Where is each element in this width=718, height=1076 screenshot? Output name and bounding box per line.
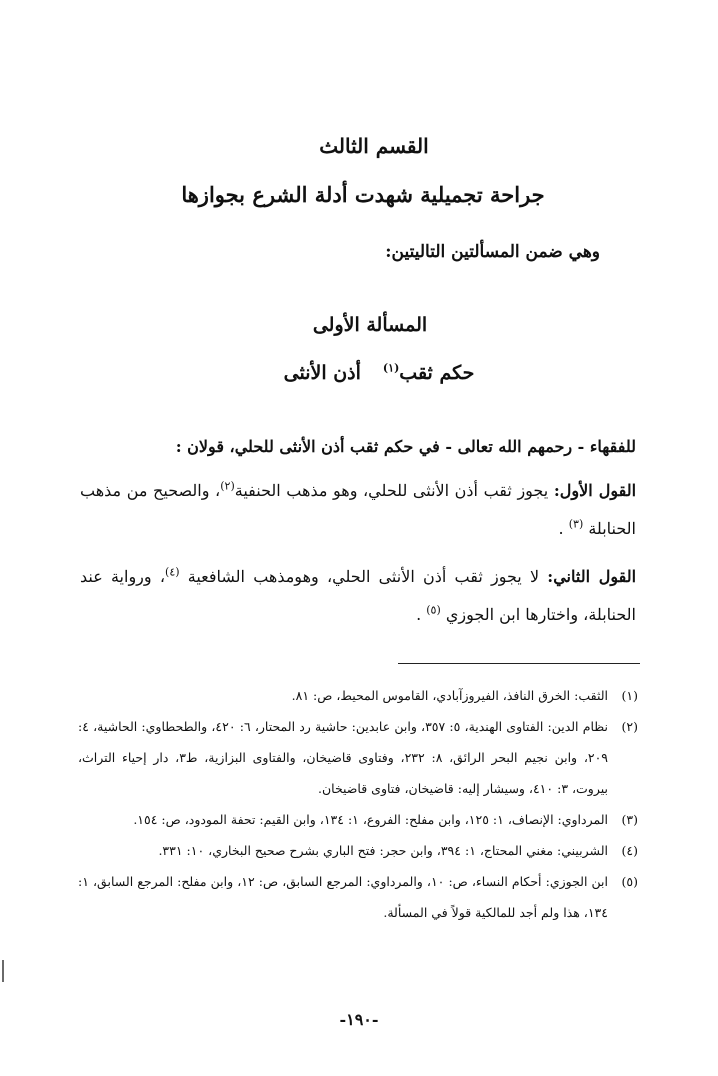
second-opinion-text-a: لا يجوز ثقب أذن الأنثى الحلي، وهومذهب الشافعية	[179, 567, 548, 586]
footnote-text: الشربيني: مغني المحتاج، ١: ٣٩٤، وابن حجر: فتح الباري بشرح صحيح البخاري، ١٠: ٣٣١.	[158, 843, 608, 858]
footnotes	[78, 680, 638, 928]
footnote-number: (٥)	[621, 874, 638, 889]
footnote-text: الثقب: الخرق النافذ، الفيروزآبادي، القاموس المحيط، ص: ٨١.	[291, 688, 608, 703]
intro-line: وهي ضمن المسألتين التاليتين:	[385, 242, 600, 262]
footnote-text: نظام الدين: الفتاوى الهندية، ٥: ٣٥٧، وابن عابدين: حاشية رد المحتار، ٦: ٤٢٠، والطحطاوي: الحاشية، ٤: ٢٠٩، وابن نجيم البحر الرائق، ٨: ٢٣٢، وفتاوى قاضيخان، والفتاوى البزازية، ط٣، دار إحياء التراث، بيروت، ٣: ٤١٠، وسيشار إليه: قاضيخان، فتاوى قاضيخان.	[78, 719, 609, 796]
footnote-number: (٤)	[621, 843, 638, 858]
footnote-ref-5[interactable]: (٥)	[426, 603, 441, 617]
first-opinion-text-b: ، والصحيح من مذهب الحنابلة	[80, 481, 636, 538]
ruling-title	[40, 362, 718, 384]
footnote-ref-1[interactable]: (١)	[382, 361, 400, 375]
part-heading: القسم الثالث	[319, 134, 429, 158]
footnote-number: (١)	[621, 688, 638, 703]
first-opinion-text-a: يجوز ثقب أذن الأنثى للحلي، وهو مذهب الحنفية	[234, 481, 554, 500]
footnote-text: المرداوي: الإنصاف، ١: ١٢٥، وابن مفلح: الفروع، ١: ١٣٤، وابن القيم: تحفة المودود، ص: ١٥٤.	[133, 812, 608, 827]
first-opinion-paragraph	[80, 472, 636, 548]
second-opinion-text-b: ، ورواية عند الحنابلة، واختارها ابن الجوزي	[80, 567, 636, 624]
footnote-item	[78, 680, 638, 711]
second-opinion-label: القول الثاني:	[547, 567, 637, 586]
footnote-item	[78, 866, 638, 928]
footnote-ref-2[interactable]: (٢)	[220, 479, 235, 493]
issue-title: المسألة الأولى	[312, 314, 428, 336]
footnote-ref-4[interactable]: (٤)	[165, 565, 180, 579]
first-opinion-text-c: .	[558, 519, 569, 538]
topic-heading: جراحة تجميلية شهدت أدلة الشرع بجوازها	[181, 182, 545, 207]
ruling-title-start: حكم ثقب	[399, 362, 475, 384]
footnote-item	[78, 804, 638, 835]
footnote-item	[78, 711, 638, 804]
first-opinion-label: القول الأول:	[553, 481, 637, 500]
footnote-ref-3[interactable]: (٣)	[568, 517, 584, 531]
footnote-item	[78, 835, 638, 866]
footnote-number: (٣)	[621, 812, 638, 827]
footnote-number: (٢)	[621, 719, 638, 734]
second-opinion-text-c: .	[416, 605, 427, 624]
footnote-text: ابن الجوزي: أحكام النساء، ص: ١٠، والمرداوي: المرجع السابق، ص: ١٢، وابن مفلح: المرجع السابق، ١: ١٣٤، هذا ولم أجد للمالكية قولاً في المسألة.	[78, 874, 608, 920]
ruling-title-end: أذن الأنثى	[283, 362, 361, 384]
opinions-intro: للفقهاء - رحمهم الله تعالى - في حكم ثقب أذن الأنثى للحلي، قولان :	[175, 437, 636, 456]
page-number: -١٩٠-	[339, 1010, 379, 1029]
footnote-separator	[398, 663, 640, 664]
second-opinion-paragraph	[80, 558, 636, 634]
scan-edge-mark	[2, 960, 4, 982]
